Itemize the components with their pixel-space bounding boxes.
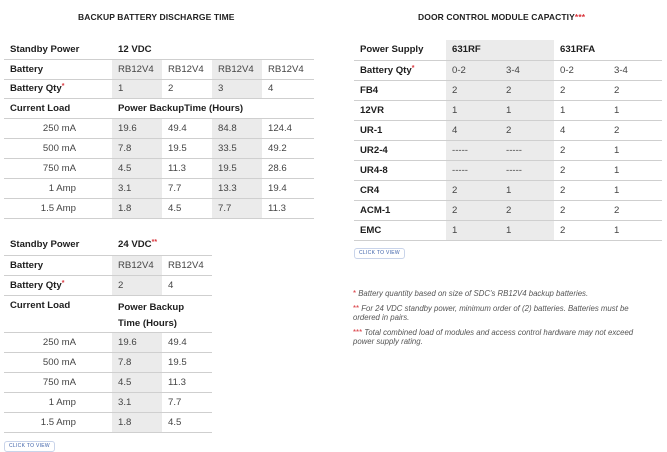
door-module-table [354, 40, 662, 241]
module-name: UR4-8 [354, 160, 446, 180]
footnote-mark: *** [353, 327, 363, 337]
module-count: 2 [608, 120, 662, 140]
load-value: 500 mA [4, 138, 112, 158]
backup-hours: 1.8 [112, 412, 162, 432]
module-count: 1 [500, 180, 554, 200]
backup-hours: 28.6 [262, 158, 314, 178]
battery-table-24vdc [4, 235, 212, 433]
module-count: 2 [554, 200, 608, 220]
backup-hours: 19.5 [162, 138, 212, 158]
backup-hours: 7.8 [112, 138, 162, 158]
backup-hours: 4.5 [162, 198, 212, 218]
module-count: 1 [500, 100, 554, 120]
standby-power-value [112, 235, 212, 255]
backup-hours: 7.7 [162, 178, 212, 198]
module-count: 2 [446, 180, 500, 200]
backup-time-label-line1: Power Backup [118, 301, 185, 313]
battery-qty-label-text: Battery Qty [10, 279, 62, 291]
table-row [354, 220, 662, 240]
backup-hours: 7.7 [212, 198, 262, 218]
backup-time-label: Power BackupTime (Hours) [112, 98, 314, 118]
battery-qty: 1 [112, 79, 162, 98]
battery-model: RB12V4 [162, 59, 212, 79]
backup-hours: 1.8 [112, 198, 162, 218]
backup-time-label-line2: Time (Hours) [118, 317, 177, 329]
standby-power-value-text: 24 VDC [118, 239, 152, 251]
footnote-mark: * [353, 289, 357, 298]
battery-model: RB12V4 [112, 255, 162, 275]
load-value: 500 mA [4, 352, 112, 372]
footnote-text: For 24 VDC standby power, minimum order of (2) batteries. Batteries must be ordered in pairs. [353, 303, 629, 322]
table-row [4, 158, 314, 178]
battery-qty-mark: * [61, 83, 65, 90]
module-count: 2 [554, 180, 608, 200]
footnote-battery-qty [353, 289, 653, 299]
battery-model: RB12V4 [162, 255, 212, 275]
module-count: 2 [608, 80, 662, 100]
module-count: 2 [500, 80, 554, 100]
load-value: 750 mA [4, 372, 112, 392]
module-count: 1 [446, 100, 500, 120]
backup-hours: 19.6 [112, 332, 162, 352]
battery-label: Battery [4, 59, 112, 79]
module-count: 1 [608, 100, 662, 120]
load-value: 250 mA [4, 118, 112, 138]
door-module-title-text: DOOR CONTROL MODULE CAPACTIY [418, 12, 575, 22]
module-count: 2 [446, 200, 500, 220]
module-count: 2 [446, 80, 500, 100]
table-row [4, 412, 212, 432]
battery-qty-range: 0-2 [446, 60, 500, 80]
table-row [354, 120, 662, 140]
power-supply-label: Power Supply [354, 40, 446, 60]
table-row [4, 352, 212, 372]
backup-hours: 3.1 [112, 178, 162, 198]
battery-qty-label [4, 79, 112, 98]
backup-hours: 49.4 [162, 118, 212, 138]
table-row [4, 178, 314, 198]
table-row [354, 100, 662, 120]
module-count: 1 [608, 140, 662, 160]
module-name: EMC [354, 220, 446, 240]
table-row [354, 200, 662, 220]
module-count: ----- [446, 160, 500, 180]
battery-qty: 4 [262, 79, 314, 98]
power-supply-631rf: 631RF [446, 40, 554, 60]
backup-time-label [112, 295, 212, 332]
backup-hours: 4.5 [112, 158, 162, 178]
module-name: ACM-1 [354, 200, 446, 220]
footnote-text: Battery quantity based on size of SDC's RB12V4 backup batteries. [358, 289, 589, 298]
module-count: 4 [446, 120, 500, 140]
table-row [4, 332, 212, 352]
footnote-total-load [353, 328, 653, 347]
standby-power-label: Standby Power [4, 235, 112, 255]
door-module-title-mark: *** [574, 12, 586, 22]
module-count: 2 [500, 120, 554, 140]
door-module-title [418, 12, 585, 22]
backup-hours: 11.3 [162, 372, 212, 392]
battery-qty: 2 [112, 275, 162, 295]
backup-hours: 49.2 [262, 138, 314, 158]
battery-model: RB12V4 [112, 59, 162, 79]
backup-hours: 7.7 [162, 392, 212, 412]
backup-hours: 19.6 [112, 118, 162, 138]
module-count: ----- [446, 140, 500, 160]
standby-power-mark: ** [151, 239, 158, 247]
backup-hours: 7.8 [112, 352, 162, 372]
module-count: 2 [554, 160, 608, 180]
footnote-24vdc [353, 304, 653, 323]
battery-qty-range: 0-2 [554, 60, 608, 80]
battery-qty: 2 [162, 79, 212, 98]
table-row [4, 392, 212, 412]
backup-hours: 19.5 [162, 352, 212, 372]
backup-hours: 11.3 [262, 198, 314, 218]
backup-hours: 4.5 [162, 412, 212, 432]
battery-discharge-title: BACKUP BATTERY DISCHARGE TIME [78, 12, 235, 22]
module-count: 2 [554, 220, 608, 240]
table-row [354, 160, 662, 180]
battery-label: Battery [4, 255, 112, 275]
module-count: 1 [554, 100, 608, 120]
table-row [4, 198, 314, 218]
battery-qty-label [4, 275, 112, 295]
module-count: 2 [554, 80, 608, 100]
battery-model: RB12V4 [212, 59, 262, 79]
battery-qty-label [354, 60, 446, 80]
table-row [4, 118, 314, 138]
backup-hours: 13.3 [212, 178, 262, 198]
module-count: ----- [500, 140, 554, 160]
backup-hours: 19.4 [262, 178, 314, 198]
module-count: 4 [554, 120, 608, 140]
module-name: FB4 [354, 80, 446, 100]
module-count: 1 [608, 180, 662, 200]
standby-power-label: Standby Power [4, 40, 112, 59]
battery-qty: 4 [162, 275, 212, 295]
module-name: UR2-4 [354, 140, 446, 160]
battery-qty: 3 [212, 79, 262, 98]
battery-qty-label-text: Battery Qty [10, 83, 62, 94]
module-name: CR4 [354, 180, 446, 200]
module-count: 1 [446, 220, 500, 240]
load-value: 1.5 Amp [4, 198, 112, 218]
backup-hours: 3.1 [112, 392, 162, 412]
backup-hours: 11.3 [162, 158, 212, 178]
footnote-text: Total combined load of modules and access control hardware may not exceed power supply rating. [353, 327, 634, 346]
module-count: 1 [608, 160, 662, 180]
battery-table-12vdc [4, 40, 314, 219]
load-value: 1 Amp [4, 178, 112, 198]
backup-hours: 84.8 [212, 118, 262, 138]
backup-hours: 124.4 [262, 118, 314, 138]
module-count: ----- [500, 160, 554, 180]
battery-model: RB12V4 [262, 59, 314, 79]
power-supply-631rfa: 631RFA [554, 40, 662, 60]
standby-power-value: 12 VDC [112, 40, 314, 59]
footnote-mark: ** [353, 303, 360, 313]
module-name: 12VR [354, 100, 446, 120]
module-count: 2 [554, 140, 608, 160]
module-count: 1 [608, 220, 662, 240]
battery-qty-mark: * [61, 279, 65, 287]
table-row [354, 80, 662, 100]
backup-hours: 33.5 [212, 138, 262, 158]
battery-qty-label-text: Battery Qty [360, 64, 412, 76]
table-row [354, 180, 662, 200]
table-row [4, 372, 212, 392]
backup-hours: 19.5 [212, 158, 262, 178]
module-name: UR-1 [354, 120, 446, 140]
load-value: 1.5 Amp [4, 412, 112, 432]
table-row [4, 138, 314, 158]
module-count: 2 [500, 200, 554, 220]
footnotes [353, 289, 653, 352]
load-value: 250 mA [4, 332, 112, 352]
click-to-view-button-modules[interactable]: CLICK TO VIEW [354, 248, 405, 259]
battery-qty-mark: * [411, 64, 415, 72]
load-value: 750 mA [4, 158, 112, 178]
click-to-view-button-battery[interactable]: CLICK TO VIEW [4, 441, 55, 452]
battery-qty-range: 3-4 [608, 60, 662, 80]
backup-hours: 49.4 [162, 332, 212, 352]
current-load-label: Current Load [4, 98, 112, 118]
battery-qty-range: 3-4 [500, 60, 554, 80]
module-count: 2 [608, 200, 662, 220]
backup-hours: 4.5 [112, 372, 162, 392]
table-row [354, 140, 662, 160]
load-value: 1 Amp [4, 392, 112, 412]
module-count: 1 [500, 220, 554, 240]
current-load-label: Current Load [4, 295, 112, 332]
